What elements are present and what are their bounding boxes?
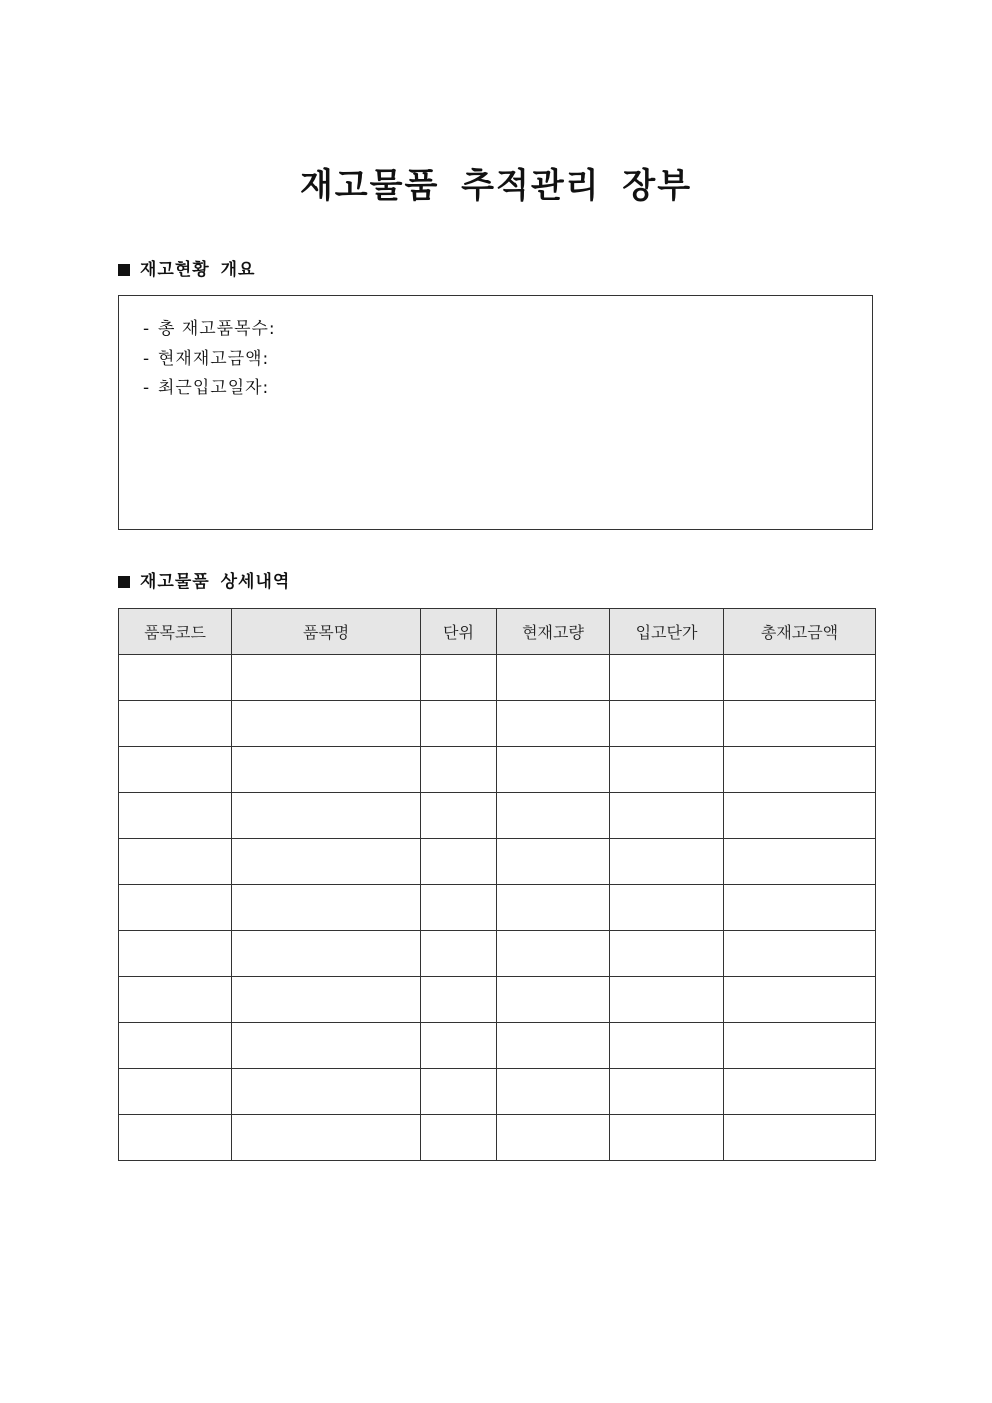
overview-heading-text: 재고현황 개요 <box>140 260 256 280</box>
item-code-cell[interactable] <box>119 931 232 977</box>
overview-item-stock-value <box>143 345 848 375</box>
current-qty-cell[interactable] <box>497 839 610 885</box>
overview-item-label: 총 재고품목수: <box>158 319 276 339</box>
item-code-cell[interactable] <box>119 793 232 839</box>
details-section-heading <box>118 571 290 593</box>
unit-price-cell[interactable] <box>610 701 724 747</box>
total-value-cell[interactable] <box>724 1115 876 1161</box>
column-header-total-value: 총재고금액 <box>724 609 876 655</box>
overview-item-total-count <box>143 315 848 345</box>
inventory-detail-table <box>118 608 876 1161</box>
unit-price-cell[interactable] <box>610 885 724 931</box>
item-name-cell[interactable] <box>232 931 421 977</box>
column-header-item-name: 품목명 <box>232 609 421 655</box>
item-name-cell[interactable] <box>232 977 421 1023</box>
unit-cell[interactable] <box>421 977 497 1023</box>
item-name-cell[interactable] <box>232 793 421 839</box>
table-row <box>119 1069 876 1115</box>
item-name-cell[interactable] <box>232 1023 421 1069</box>
overview-item-label: 현재재고금액: <box>158 348 270 369</box>
dash-bullet: - <box>143 348 151 369</box>
overview-summary-box <box>118 295 873 530</box>
unit-cell[interactable] <box>421 1023 497 1069</box>
current-qty-cell[interactable] <box>497 885 610 931</box>
column-header-item-code: 품목코드 <box>119 609 232 655</box>
unit-price-cell[interactable] <box>610 1023 724 1069</box>
current-qty-cell[interactable] <box>497 1023 610 1069</box>
unit-cell[interactable] <box>421 747 497 793</box>
current-qty-cell[interactable] <box>497 977 610 1023</box>
total-value-cell[interactable] <box>724 655 876 701</box>
item-code-cell[interactable] <box>119 839 232 885</box>
item-name-cell[interactable] <box>232 839 421 885</box>
total-value-cell[interactable] <box>724 885 876 931</box>
column-header-unit-price: 입고단가 <box>610 609 724 655</box>
unit-price-cell[interactable] <box>610 1069 724 1115</box>
unit-price-cell[interactable] <box>610 977 724 1023</box>
item-code-cell[interactable] <box>119 655 232 701</box>
unit-cell[interactable] <box>421 885 497 931</box>
item-code-cell[interactable] <box>119 1069 232 1115</box>
current-qty-cell[interactable] <box>497 931 610 977</box>
document-title: 재고물품 추적관리 장부 <box>299 166 693 206</box>
unit-price-cell[interactable] <box>610 793 724 839</box>
table-row <box>119 655 876 701</box>
overview-item-label: 최근입고일자: <box>158 378 270 398</box>
unit-price-cell[interactable] <box>610 931 724 977</box>
column-header-current-qty: 현재고량 <box>497 609 610 655</box>
table-row <box>119 885 876 931</box>
unit-price-cell[interactable] <box>610 747 724 793</box>
table-row <box>119 1115 876 1161</box>
overview-section-heading <box>118 259 255 281</box>
item-name-cell[interactable] <box>232 701 421 747</box>
overview-item-last-receipt-date <box>143 374 848 404</box>
current-qty-cell[interactable] <box>497 1069 610 1115</box>
unit-cell[interactable] <box>421 1069 497 1115</box>
current-qty-cell[interactable] <box>497 793 610 839</box>
unit-cell[interactable] <box>421 839 497 885</box>
table-row <box>119 839 876 885</box>
dash-bullet: - <box>143 319 151 339</box>
details-heading-text: 재고물품 상세내역 <box>140 572 291 592</box>
item-code-cell[interactable] <box>119 747 232 793</box>
unit-cell[interactable] <box>421 931 497 977</box>
total-value-cell[interactable] <box>724 1023 876 1069</box>
item-code-cell[interactable] <box>119 977 232 1023</box>
total-value-cell[interactable] <box>724 839 876 885</box>
unit-cell[interactable] <box>421 793 497 839</box>
current-qty-cell[interactable] <box>497 701 610 747</box>
unit-cell[interactable] <box>421 701 497 747</box>
unit-cell[interactable] <box>421 1115 497 1161</box>
table-body <box>119 655 876 1161</box>
item-name-cell[interactable] <box>232 655 421 701</box>
table-row <box>119 931 876 977</box>
item-code-cell[interactable] <box>119 885 232 931</box>
item-code-cell[interactable] <box>119 1115 232 1161</box>
current-qty-cell[interactable] <box>497 747 610 793</box>
total-value-cell[interactable] <box>724 931 876 977</box>
unit-price-cell[interactable] <box>610 839 724 885</box>
item-name-cell[interactable] <box>232 1069 421 1115</box>
unit-cell[interactable] <box>421 655 497 701</box>
item-name-cell[interactable] <box>232 747 421 793</box>
table-row <box>119 977 876 1023</box>
total-value-cell[interactable] <box>724 701 876 747</box>
total-value-cell[interactable] <box>724 747 876 793</box>
table-row <box>119 1023 876 1069</box>
table-row <box>119 747 876 793</box>
total-value-cell[interactable] <box>724 793 876 839</box>
table-row <box>119 793 876 839</box>
square-bullet-icon <box>118 576 130 588</box>
total-value-cell[interactable] <box>724 1069 876 1115</box>
current-qty-cell[interactable] <box>497 655 610 701</box>
item-code-cell[interactable] <box>119 701 232 747</box>
dash-bullet: - <box>143 378 151 398</box>
item-name-cell[interactable] <box>232 885 421 931</box>
overview-list <box>143 315 848 404</box>
item-name-cell[interactable] <box>232 1115 421 1161</box>
table-header-row <box>119 609 876 655</box>
item-code-cell[interactable] <box>119 1023 232 1069</box>
column-header-unit: 단위 <box>421 609 497 655</box>
current-qty-cell[interactable] <box>497 1115 610 1161</box>
total-value-cell[interactable] <box>724 977 876 1023</box>
table-row <box>119 701 876 747</box>
square-bullet-icon <box>118 264 130 276</box>
unit-price-cell[interactable] <box>610 1115 724 1161</box>
unit-price-cell[interactable] <box>610 655 724 701</box>
